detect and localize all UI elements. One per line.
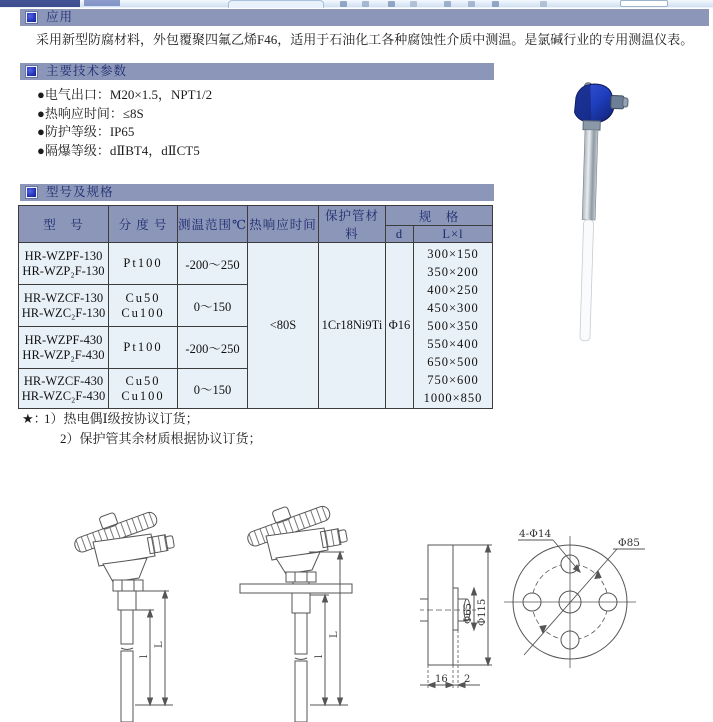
graduation-cell: Pt100 bbox=[109, 243, 178, 285]
product-photo-thermocouple bbox=[556, 78, 648, 346]
col-header-graduation: 分 度 号 bbox=[109, 206, 178, 243]
range-cell: -200～250 bbox=[178, 327, 248, 369]
col-header-range: 测温范围℃ bbox=[178, 206, 248, 243]
note-line: 2）保护管其余材质根据协议订货； bbox=[60, 431, 262, 446]
note-line: 1）热电偶Ⅰ级按协议订货； bbox=[44, 411, 199, 426]
application-text: 采用新型防腐材料，外包覆聚四氟乙烯F46，适用于石油化工各种腐蚀性介质中测温。是氯碱行业的专用测温仪表。 bbox=[36, 32, 694, 47]
range-cell: 0～150 bbox=[178, 285, 248, 327]
toolbar-icon[interactable] bbox=[492, 1, 499, 7]
graduation-cell: Pt100 bbox=[109, 327, 178, 369]
col-header-spec-group: 规 格 bbox=[386, 206, 493, 226]
toolbar-icon[interactable] bbox=[388, 1, 395, 7]
section-bar-models bbox=[20, 184, 494, 201]
note-star-marker: ★： bbox=[22, 411, 47, 426]
list-item: ●电气出口：M20×1.5，NPT1/2 bbox=[37, 87, 213, 102]
section-bar-tech-params bbox=[20, 63, 494, 80]
flange-holes-label: 4-Φ14 bbox=[519, 528, 552, 540]
dim-label-L: L bbox=[154, 641, 165, 648]
section-title: 主要技术参数 bbox=[46, 64, 128, 78]
list-item: ●隔爆等级：dⅡBT4，dⅡCT5 bbox=[37, 142, 200, 158]
response-cell: <80S bbox=[248, 243, 319, 409]
flange-bolt-circle-label: Φ85 bbox=[618, 537, 640, 549]
window-title-fragment bbox=[84, 0, 120, 6]
range-cell: 0～150 bbox=[178, 369, 248, 409]
toolbar-icon[interactable] bbox=[340, 1, 347, 7]
drawing-thermocouple-threaded bbox=[55, 498, 255, 722]
toolbar-icon[interactable] bbox=[540, 1, 547, 7]
lxl-cell: 300×150 350×200 400×250 450×300 500×350 550×400 650×500 750×600 1000×850 bbox=[414, 243, 493, 409]
spec-table bbox=[18, 205, 493, 409]
model-cell: HR-WZCF-130 HR-WZC₂F-130 bbox=[19, 285, 109, 327]
drawing-flange-detail bbox=[420, 492, 710, 710]
dim-label-l: l bbox=[314, 654, 325, 658]
toolbar-icon[interactable] bbox=[444, 1, 451, 7]
section-marker-icon bbox=[26, 187, 37, 198]
window-title-fragment bbox=[0, 0, 80, 7]
toolbar-input-box[interactable] bbox=[620, 0, 668, 7]
model-cell: HR-WZPF-430 HR-WZP₂F-430 bbox=[19, 327, 109, 369]
flange-thickness-label: 16 bbox=[435, 674, 448, 685]
dim-label-l: l bbox=[139, 654, 150, 658]
toolbar-strip bbox=[0, 0, 713, 8]
flange-hub-label: Φ65 bbox=[463, 603, 474, 624]
col-header-response: 热响应时间 bbox=[248, 206, 319, 243]
graduation-cell: Cu50 Cu100 bbox=[109, 285, 178, 327]
drawing-thermocouple-flanged bbox=[228, 498, 393, 722]
section-marker-icon bbox=[26, 66, 37, 77]
section-title: 型号及规格 bbox=[46, 185, 114, 199]
col-header-model: 型 号 bbox=[19, 206, 109, 243]
col-header-lxl: L×l bbox=[414, 226, 493, 243]
range-cell: -200～250 bbox=[178, 243, 248, 285]
list-item: ●热响应时间：≤8S bbox=[37, 105, 144, 121]
col-header-material: 保护管材料 bbox=[319, 206, 386, 243]
toolbar-icon[interactable] bbox=[362, 1, 369, 7]
flange-face-label: 2 bbox=[464, 674, 471, 685]
model-cell: HR-WZCF-430 HR-WZC₂F-430 bbox=[19, 369, 109, 409]
flange-outer-label: Φ115 bbox=[477, 598, 488, 626]
tech-params-list bbox=[37, 86, 457, 160]
list-item: ●防护等级：IP65 bbox=[37, 124, 135, 139]
section-bar-application bbox=[20, 9, 709, 26]
toolbar-icon[interactable] bbox=[468, 1, 475, 7]
material-cell: 1Cr18Ni9Ti bbox=[319, 243, 386, 409]
model-cell: HR-WZPF-130 HR-WZP₂F-130 bbox=[19, 243, 109, 285]
d-cell: Φ16 bbox=[386, 243, 414, 409]
col-header-d: d bbox=[386, 226, 414, 243]
toolbar-icon[interactable] bbox=[410, 1, 417, 7]
document-tab[interactable] bbox=[228, 0, 324, 8]
dim-label-L: L bbox=[329, 631, 340, 638]
graduation-cell: Cu50 Cu100 bbox=[109, 369, 178, 409]
section-title: 应用 bbox=[46, 10, 74, 24]
section-marker-icon bbox=[26, 12, 37, 23]
